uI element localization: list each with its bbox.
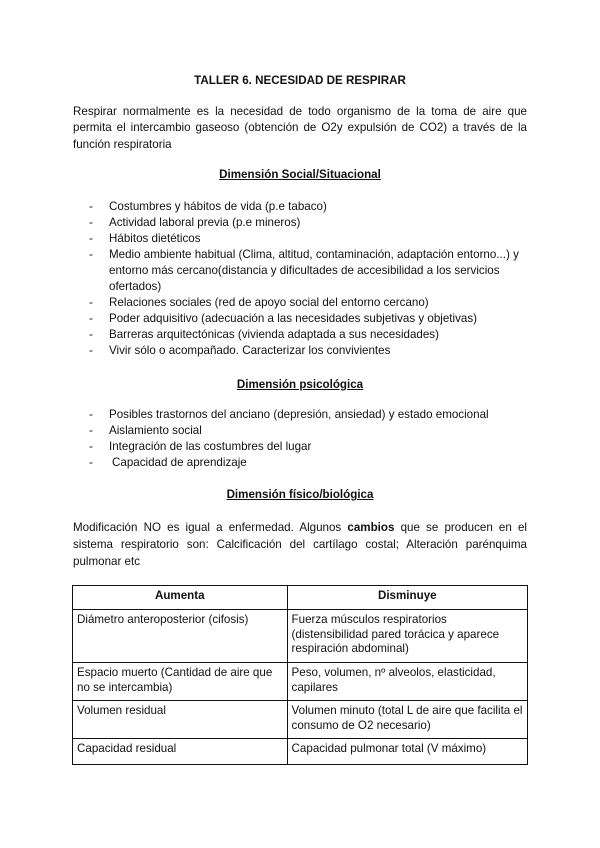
list-item: [89, 231, 529, 247]
dash-bullet: -: [89, 456, 93, 469]
heading-fisico-biologica: Dimensión físico/biológica: [226, 488, 374, 501]
list-item: [89, 455, 529, 471]
intro-paragraph: Respirar normalmente es la necesidad de todo organismo de la toma de aire que permita el intercambio gaseoso (obtención de O2y expulsión de CO2) a través de la función respiratoria: [73, 105, 527, 151]
table-row: [73, 663, 528, 701]
header-aumenta: Aumenta: [73, 586, 288, 610]
dash-bullet: -: [89, 312, 93, 325]
table-cell: Capacidad pulmonar total (V máximo): [287, 739, 527, 765]
dash-bullet: -: [89, 344, 93, 357]
list-item-text: Integración de las costumbres del lugar: [109, 440, 312, 453]
dash-bullet: -: [89, 424, 93, 437]
changes-table: [72, 585, 528, 765]
list-item-text: Medio ambiente habitual (Clima, altitud, contaminación, adaptación entorno...) y entorno más cercano(distancia y dificultades de accesibilidad a los servicios ofertados): [109, 248, 519, 293]
list-item-text: Vivir sólo o acompañado. Caracterizar los convivientes: [109, 344, 391, 357]
list-item: [89, 311, 529, 327]
table-row: [73, 610, 528, 663]
list-item: [89, 343, 529, 359]
dash-bullet: -: [89, 328, 93, 341]
list-item: [89, 407, 529, 423]
table-row: [73, 701, 528, 739]
table-header-row: [73, 586, 528, 610]
dash-bullet: -: [89, 408, 93, 421]
dash-bullet: -: [89, 216, 93, 229]
list-item-text: Hábitos dietéticos: [109, 232, 201, 245]
psico-list: [89, 407, 529, 471]
list-item: [89, 199, 529, 215]
list-item-text: Poder adquisitivo (adecuación a las necesidades subjetivas y objetivas): [109, 312, 477, 325]
list-item-text: Aislamiento social: [109, 424, 202, 437]
list-item: [89, 439, 529, 455]
dash-bullet: -: [89, 248, 93, 261]
dash-bullet: -: [89, 200, 93, 213]
heading-social: Dimensión Social/Situacional: [219, 168, 381, 181]
dash-bullet: -: [89, 440, 93, 453]
list-item: [89, 327, 529, 343]
list-item-text: Costumbres y hábitos de vida (p.e tabaco): [109, 200, 327, 213]
list-item-text: Barreras arquitectónicas (vivienda adaptada a sus necesidades): [109, 328, 439, 341]
list-item-text: Relaciones sociales (red de apoyo social del entorno cercano): [109, 296, 429, 309]
table-cell: Espacio muerto (Cantidad de aire que no se intercambia): [73, 663, 288, 701]
modification-paragraph: [73, 519, 527, 570]
table-cell: Capacidad residual: [73, 739, 288, 765]
table-cell: Peso, volumen, nº alveolos, elasticidad, capilares: [287, 663, 527, 701]
table-cell: Volumen minuto (total L de aire que facilita el consumo de O2 necesario): [287, 701, 527, 739]
table-cell: Volumen residual: [73, 701, 288, 739]
modification-text-bold: cambios: [347, 521, 395, 534]
modification-text-start: Modificación NO es igual a enfermedad. Algunos: [73, 521, 348, 534]
heading-psicologica: Dimensión psicológica: [236, 378, 364, 391]
table-cell: Fuerza músculos respiratorios (distensibilidad pared torácica y aparece respiración abdominal): [287, 610, 527, 663]
list-item-text: Posibles trastornos del anciano (depresión, ansiedad) y estado emocional: [109, 408, 489, 421]
dash-bullet: -: [89, 296, 93, 309]
list-item: [89, 247, 529, 295]
list-item: [89, 215, 529, 231]
social-list: [89, 199, 529, 359]
list-item-text: Actividad laboral previa (p.e mineros): [109, 216, 301, 229]
list-item: [89, 423, 529, 439]
table-row: [73, 739, 528, 765]
document-title: TALLER 6. NECESIDAD DE RESPIRAR: [194, 74, 406, 87]
dash-bullet: -: [89, 232, 93, 245]
table-cell: Diámetro anteroposterior (cifosis): [73, 610, 288, 663]
header-disminuye: Disminuye: [287, 586, 527, 610]
modification-text-end: que se producen en el sistema respiratorio son: Calcificación del cartílago costal; Alteración parénquima pulmonar etc: [73, 521, 527, 568]
list-item: [89, 295, 529, 311]
list-item-text: Capacidad de aprendizaje: [112, 456, 247, 469]
